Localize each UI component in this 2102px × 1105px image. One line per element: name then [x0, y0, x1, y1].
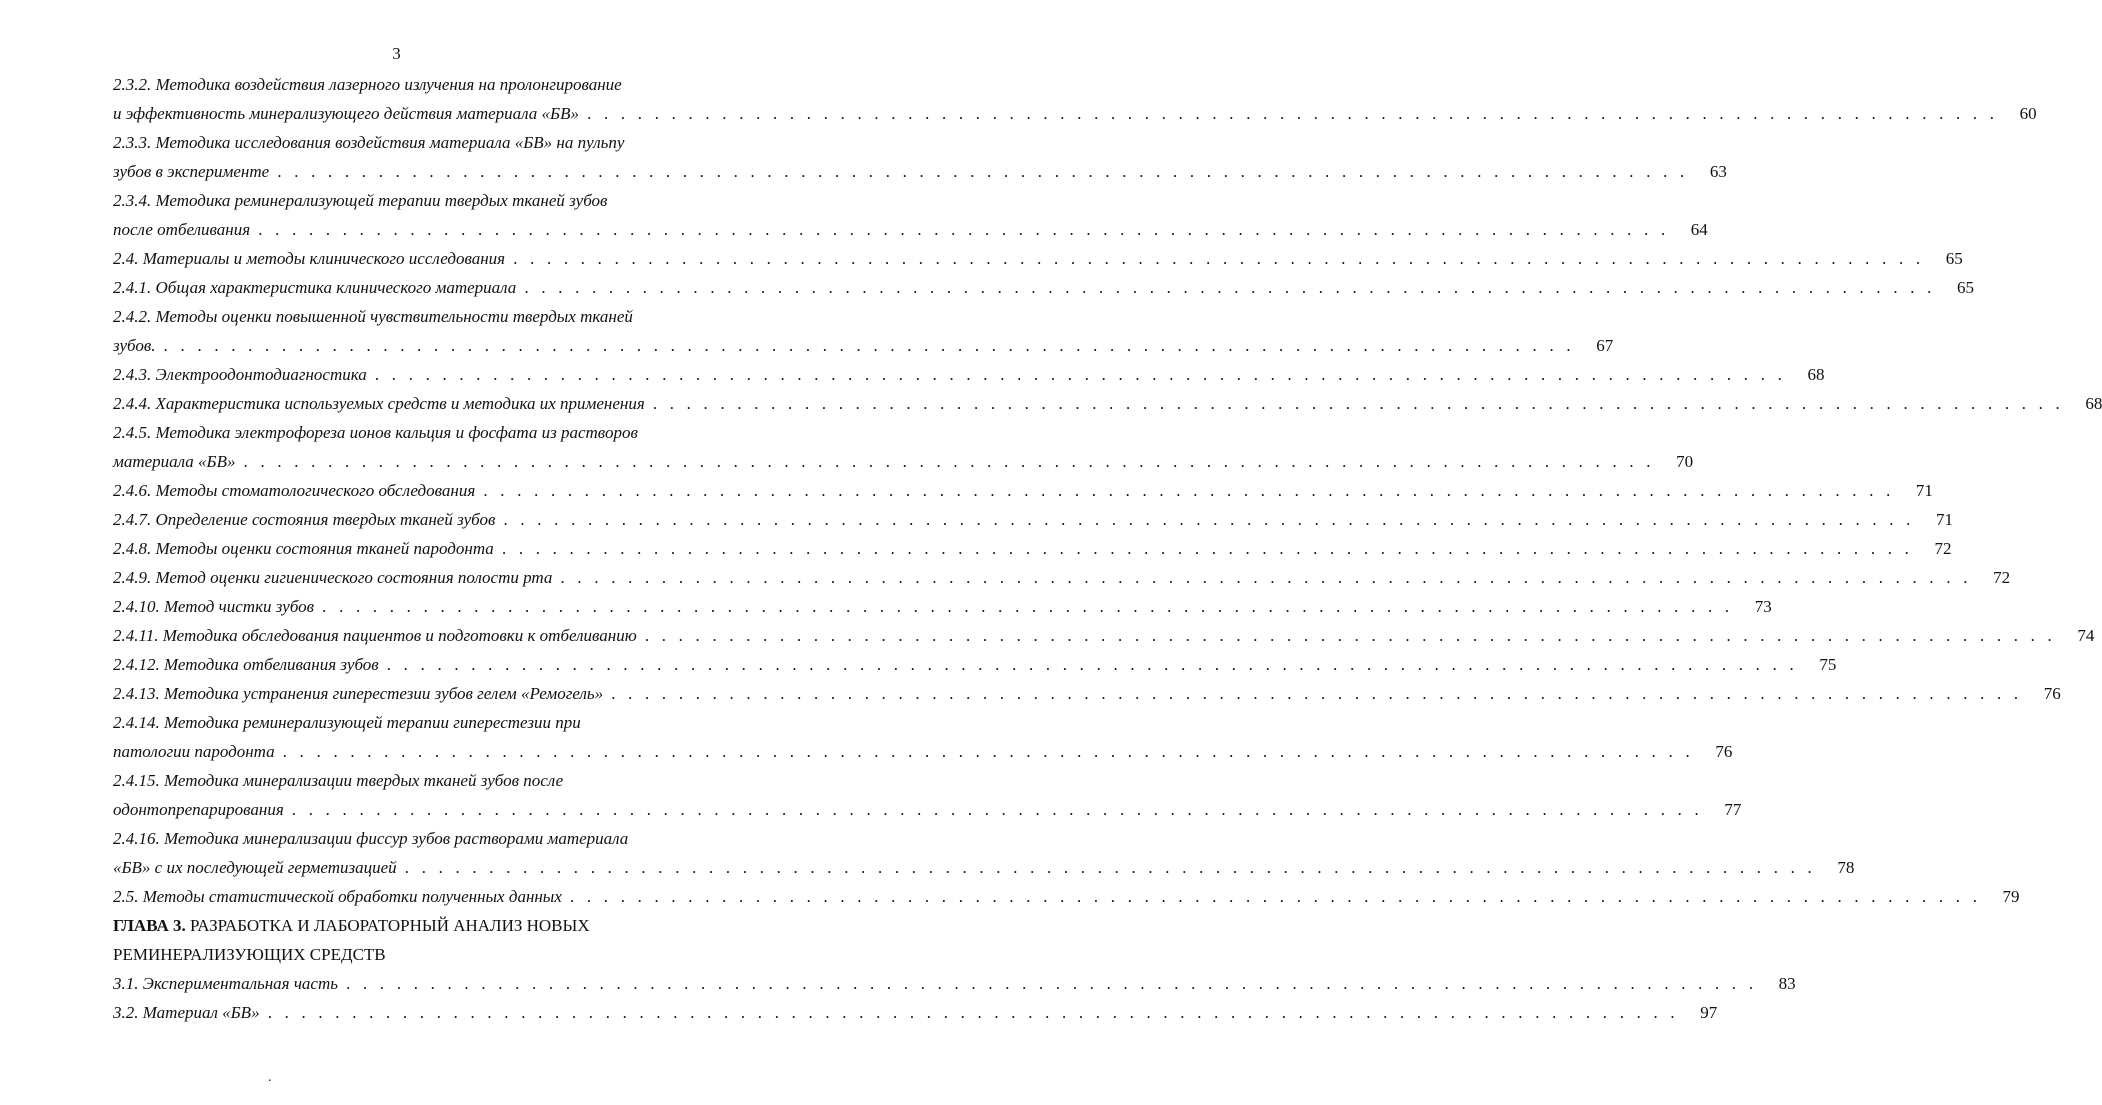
chapter-title-line-2: РЕМИНЕРАЛИЗУЮЩИХ СРЕДСТВ — [113, 945, 386, 964]
toc-entry-fill — [113, 99, 1999, 128]
toc-page-number: 78 — [1837, 858, 1855, 877]
toc-entry-leader-line — [113, 592, 1772, 621]
toc-entry-leader-line — [113, 505, 1953, 534]
toc-entry-title: 2.5. Методы статистической обработки полученных данных — [113, 887, 562, 906]
chapter-toc-entries — [113, 969, 1796, 1027]
toc-dot-leader: . . . . . . . . . . . . . . . . . . . . . . . . . . . . . . . . . . . . . . . . . . . . . . . . . . . . . . . . . . . . . . . . . . . . . . . . . . . . . . . . . . . . — [164, 336, 1576, 355]
toc-dot-leader: . . . . . . . . . . . . . . . . . . . . . . . . . . . . . . . . . . . . . . . . . . . . . . . . . . . . . . . . . . . . . . . . . . . . . . . . . . . . . . . . . . . . — [292, 800, 1704, 819]
toc-entry-title: 2.4.6. Методы стоматологического обследования — [113, 481, 476, 500]
toc-entry — [113, 969, 1796, 998]
toc-entry-title: 2.4.7. Определение состояния твердых тканей зубов — [113, 510, 496, 529]
toc-dot-leader: . . . . . . . . . . . . . . . . . . . . . . . . . . . . . . . . . . . . . . . . . . . . . . . . . . . . . . . . . . . . . . . . . . . . . . . . . . . . . . . . . . . . — [283, 742, 1695, 761]
toc-entry-fill — [113, 737, 1694, 766]
toc-page-number: 60 — [2019, 104, 2037, 123]
toc-dot-leader: . . . . . . . . . . . . . . . . . . . . . . . . . . . . . . . . . . . . . . . . . . . . . . . . . . . . . . . . . . . . . . . . . . . . . . . . . . . . . . . . . . . . — [653, 394, 2065, 413]
toc-dot-leader: . . . . . . . . . . . . . . . . . . . . . . . . . . . . . . . . . . . . . . . . . . . . . . . . . . . . . . . . . . . . . . . . . . . . . . . . . . . . . . . . . . . . — [502, 539, 1914, 558]
toc-dot-leader: . . . . . . . . . . . . . . . . . . . . . . . . . . . . . . . . . . . . . . . . . . . . . . . . . . . . . . . . . . . . . . . . . . . . . . . . . . . . . . . . . . . . — [387, 655, 1799, 674]
toc-entry — [113, 563, 2011, 592]
toc-entry-leader-line — [113, 650, 1837, 679]
toc-entry — [113, 360, 1825, 389]
toc-entry-title: 2.4.3. Электроодонтодиагностика — [113, 365, 367, 384]
toc-page-number: 68 — [2085, 394, 2102, 413]
toc-dot-leader: . . . . . . . . . . . . . . . . . . . . . . . . . . . . . . . . . . . . . . . . . . . . . . . . . . . . . . . . . . . . . . . . . . . . . . . . . . . . . . . . . . . . — [258, 220, 1670, 239]
stray-dot-mark: . — [268, 1070, 272, 1085]
toc-page-number: 67 — [1596, 336, 1614, 355]
toc-entry-title-line: 2.4.5. Методика электрофореза ионов кальция и фосфата из растворов — [113, 423, 638, 442]
toc-entry — [113, 708, 1733, 766]
toc-entry — [113, 592, 1772, 621]
toc-dot-leader: . . . . . . . . . . . . . . . . . . . . . . . . . . . . . . . . . . . . . . . . . . . . . . . . . . . . . . . . . . . . . . . . . . . . . . . . . . . . . . . . . . . . — [277, 162, 1689, 181]
toc-dot-leader: . . . . . . . . . . . . . . . . . . . . . . . . . . . . . . . . . . . . . . . . . . . . . . . . . . . . . . . . . . . . . . . . . . . . . . . . . . . . . . . . . . . . — [405, 858, 1817, 877]
toc-entry-title: 2.4.10. Метод чистки зубов — [113, 597, 315, 616]
toc-dot-leader: . . . . . . . . . . . . . . . . . . . . . . . . . . . . . . . . . . . . . . . . . . . . . . . . . . . . . . . . . . . . . . . . . . . . . . . . . . . . . . . . . . . . — [503, 510, 1915, 529]
toc-entry-title: после отбеливания — [113, 220, 251, 239]
toc-entry-fill — [113, 447, 1655, 476]
toc-entry-title: 2.4.1. Общая характеристика клинического материала — [113, 278, 517, 297]
toc-page-number: 64 — [1690, 220, 1708, 239]
toc-entry-fill — [113, 505, 1915, 534]
toc-entry-fill — [113, 331, 1575, 360]
toc-page-number: 77 — [1724, 800, 1742, 819]
toc-entry-leader-line — [113, 215, 1708, 244]
toc-page-number: 72 — [1934, 539, 1952, 558]
toc-entry-leader-line — [113, 969, 1796, 998]
toc-entry — [113, 766, 1742, 824]
toc-entry-title-line: 2.4.15. Методика минерализации твердых тканей зубов после — [113, 771, 564, 790]
toc-dot-leader: . . . . . . . . . . . . . . . . . . . . . . . . . . . . . . . . . . . . . . . . . . . . . . . . . . . . . . . . . . . . . . . . . . . . . . . . . . . . . . . . . . . . — [513, 249, 1925, 268]
toc-entry-fill — [113, 882, 1982, 911]
chapter-heading — [113, 911, 735, 969]
toc-entry-fill — [113, 389, 2064, 418]
toc-entry-leader-line — [113, 244, 1963, 273]
toc-entry-title-line: 2.3.3. Методика исследования воздействия материала «БВ» на пульпу — [113, 133, 625, 152]
toc-entry — [113, 128, 1727, 186]
toc-entry-leader-line — [113, 273, 1974, 302]
toc-entry-leader-line — [113, 737, 1733, 766]
chapter-title-line-1: РАЗРАБОТКА И ЛАБОРАТОРНЫЙ АНАЛИЗ НОВЫХ — [190, 916, 590, 935]
toc-dot-leader: . . . . . . . . . . . . . . . . . . . . . . . . . . . . . . . . . . . . . . . . . . . . . . . . . . . . . . . . . . . . . . . . . . . . . . . . . . . . . . . . . . . . — [524, 278, 1936, 297]
toc-page-number: 97 — [1700, 1003, 1718, 1022]
toc-entry-leader-line — [113, 998, 1718, 1027]
toc-page-number: 76 — [2043, 684, 2061, 703]
toc-entry — [113, 621, 2095, 650]
toc-entry-fill — [113, 157, 1689, 186]
toc-entry-fill — [113, 273, 1936, 302]
toc-dot-leader: . . . . . . . . . . . . . . . . . . . . . . . . . . . . . . . . . . . . . . . . . . . . . . . . . . . . . . . . . . . . . . . . . . . . . . . . . . . . . . . . . . . . — [375, 365, 1787, 384]
toc-entry-fill — [113, 592, 1734, 621]
toc-page-number: 65 — [1956, 278, 1974, 297]
toc-page-number: 65 — [1945, 249, 1963, 268]
toc-entry-title: 2.4. Материалы и методы клинического исследования — [113, 249, 506, 268]
toc-entry-title: 2.4.13. Методика устранения гиперестезии зубов гелем «Ремогель» — [113, 684, 604, 703]
toc-entry-title: зубов в эксперименте — [113, 162, 270, 181]
toc-entry — [113, 244, 1963, 273]
toc-entry-title: одонтопрепарирования — [113, 800, 284, 819]
toc-entry — [113, 679, 2061, 708]
toc-entry-title-line: 2.4.14. Методика реминерализующей терапии гиперестезии при — [113, 713, 581, 732]
toc-entry-leader-line — [113, 882, 2020, 911]
toc-entry-leader-line — [113, 447, 1694, 476]
toc-entry-fill — [113, 679, 2023, 708]
toc-entry — [113, 882, 2020, 911]
toc-page-number: 74 — [2077, 626, 2095, 645]
toc-entry-leader-line — [113, 389, 2102, 418]
toc-dot-leader: . . . . . . . . . . . . . . . . . . . . . . . . . . . . . . . . . . . . . . . . . . . . . . . . . . . . . . . . . . . . . . . . . . . . . . . . . . . . . . . . . . . . — [645, 626, 2057, 645]
toc-entry — [113, 389, 2102, 418]
toc-entry-title: материала «БВ» — [113, 452, 236, 471]
toc-entry — [113, 70, 2037, 128]
toc-entry-leader-line — [113, 679, 2061, 708]
toc-dot-leader: . . . . . . . . . . . . . . . . . . . . . . . . . . . . . . . . . . . . . . . . . . . . . . . . . . . . . . . . . . . . . . . . . . . . . . . . . . . . . . . . . . . . — [611, 684, 2023, 703]
toc-entry-leader-line — [113, 99, 2037, 128]
table-of-contents — [113, 70, 2102, 1027]
toc-dot-leader: . . . . . . . . . . . . . . . . . . . . . . . . . . . . . . . . . . . . . . . . . . . . . . . . . . . . . . . . . . . . . . . . . . . . . . . . . . . . . . . . . . . . — [483, 481, 1895, 500]
toc-entry-leader-line — [113, 563, 2011, 592]
toc-entry-title: 2.4.4. Характеристика используемых средств и методика их применения — [113, 394, 645, 413]
toc-entry-title: 2.4.11. Методика обследования пациентов и подготовки к отбеливанию — [113, 626, 637, 645]
toc-entry-fill — [113, 621, 2056, 650]
toc-entry — [113, 418, 1694, 476]
toc-page-number: 71 — [1915, 481, 1933, 500]
toc-entry-leader-line — [113, 476, 1933, 505]
toc-entry-leader-line — [113, 621, 2095, 650]
toc-entry-fill — [113, 969, 1758, 998]
toc-entry-fill — [113, 795, 1703, 824]
toc-entry-title-line: 2.3.4. Методика реминерализующей терапии твердых тканей зубов — [113, 191, 608, 210]
toc-entry-leader-line — [113, 157, 1727, 186]
toc-entry-title: патологии пародонта — [113, 742, 275, 761]
toc-page-number: 70 — [1676, 452, 1694, 471]
toc-entry-title: 3.2. Материал «БВ» — [113, 1003, 260, 1022]
page-number: 3 — [392, 44, 401, 63]
toc-entries — [113, 70, 2102, 911]
toc-dot-leader: . . . . . . . . . . . . . . . . . . . . . . . . . . . . . . . . . . . . . . . . . . . . . . . . . . . . . . . . . . . . . . . . . . . . . . . . . . . . . . . . . . . . — [243, 452, 1656, 471]
toc-page-number: 72 — [1993, 568, 2011, 587]
toc-dot-leader: . . . . . . . . . . . . . . . . . . . . . . . . . . . . . . . . . . . . . . . . . . . . . . . . . . . . . . . . . . . . . . . . . . . . . . . . . . . . . . . . . . . . — [587, 104, 1999, 123]
toc-entry-fill — [113, 998, 1679, 1027]
toc-page-number: 73 — [1754, 597, 1772, 616]
toc-entry-fill — [113, 215, 1670, 244]
toc-entry — [113, 273, 1974, 302]
toc-page-number: 71 — [1936, 510, 1953, 529]
toc-entry — [113, 650, 1837, 679]
toc-page-number: 79 — [2002, 887, 2020, 906]
toc-entry-leader-line — [113, 360, 1825, 389]
toc-dot-leader: . . . . . . . . . . . . . . . . . . . . . . . . . . . . . . . . . . . . . . . . . . . . . . . . . . . . . . . . . . . . . . . . . . . . . . . . . . . . . . . . . . . . — [322, 597, 1734, 616]
toc-entry-title: 2.4.8. Методы оценки состояния тканей пародонта — [113, 539, 494, 558]
toc-entry-title-line: 2.4.16. Методика минерализации фиссур зубов растворами материала — [113, 829, 629, 848]
toc-entry-fill — [113, 534, 1913, 563]
toc-entry-fill — [113, 476, 1895, 505]
toc-entry-fill — [113, 244, 1925, 273]
toc-page-number: 76 — [1715, 742, 1733, 761]
toc-entry-leader-line — [113, 534, 1952, 563]
toc-entry — [113, 186, 1708, 244]
toc-entry-fill — [113, 650, 1798, 679]
toc-entry-fill — [113, 853, 1816, 882]
toc-entry-fill — [113, 563, 1972, 592]
toc-dot-leader: . . . . . . . . . . . . . . . . . . . . . . . . . . . . . . . . . . . . . . . . . . . . . . . . . . . . . . . . . . . . . . . . . . . . . . . . . . . . . . . . . . . . — [346, 974, 1758, 993]
toc-entry-title: «БВ» с их последующей герметизацией — [113, 858, 397, 877]
toc-entry-fill — [113, 360, 1786, 389]
toc-entry — [113, 824, 1855, 882]
toc-entry-title: 3.1. Экспериментальная часть — [113, 974, 338, 993]
toc-entry-leader-line — [113, 795, 1742, 824]
toc-entry — [113, 534, 1952, 563]
toc-page-number: 68 — [1807, 365, 1825, 384]
toc-entry-title: 2.4.9. Метод оценки гигиенического состояния полости рта — [113, 568, 553, 587]
toc-entry-title: зубов. — [113, 336, 156, 355]
toc-entry — [113, 505, 1953, 534]
toc-page-number: 63 — [1709, 162, 1727, 181]
toc-entry-title: и эффективность минерализующего действия материала «БВ» — [113, 104, 579, 123]
toc-dot-leader: . . . . . . . . . . . . . . . . . . . . . . . . . . . . . . . . . . . . . . . . . . . . . . . . . . . . . . . . . . . . . . . . . . . . . . . . . . . . . . . . . . . . — [570, 887, 1982, 906]
chapter-label: ГЛАВА 3. — [113, 916, 186, 935]
toc-dot-leader: . . . . . . . . . . . . . . . . . . . . . . . . . . . . . . . . . . . . . . . . . . . . . . . . . . . . . . . . . . . . . . . . . . . . . . . . . . . . . . . . . . . . — [560, 568, 1973, 587]
toc-entry-leader-line — [113, 853, 1855, 882]
toc-entry — [113, 476, 1933, 505]
toc-entry-title-line: 2.3.2. Методика воздействия лазерного излучения на пролонгирование — [113, 75, 622, 94]
toc-entry-title-line: 2.4.2. Методы оценки повышенной чувствительности твердых тканей — [113, 307, 633, 326]
toc-dot-leader: . . . . . . . . . . . . . . . . . . . . . . . . . . . . . . . . . . . . . . . . . . . . . . . . . . . . . . . . . . . . . . . . . . . . . . . . . . . . . . . . . . . . — [268, 1003, 1680, 1022]
toc-entry — [113, 302, 1614, 360]
toc-entry-title: 2.4.12. Методика отбеливания зубов — [113, 655, 379, 674]
toc-page-number: 75 — [1819, 655, 1837, 674]
toc-entry — [113, 998, 1718, 1027]
chapter-heading-line-1 — [113, 911, 735, 940]
toc-entry-leader-line — [113, 331, 1614, 360]
toc-page-number: 83 — [1778, 974, 1796, 993]
